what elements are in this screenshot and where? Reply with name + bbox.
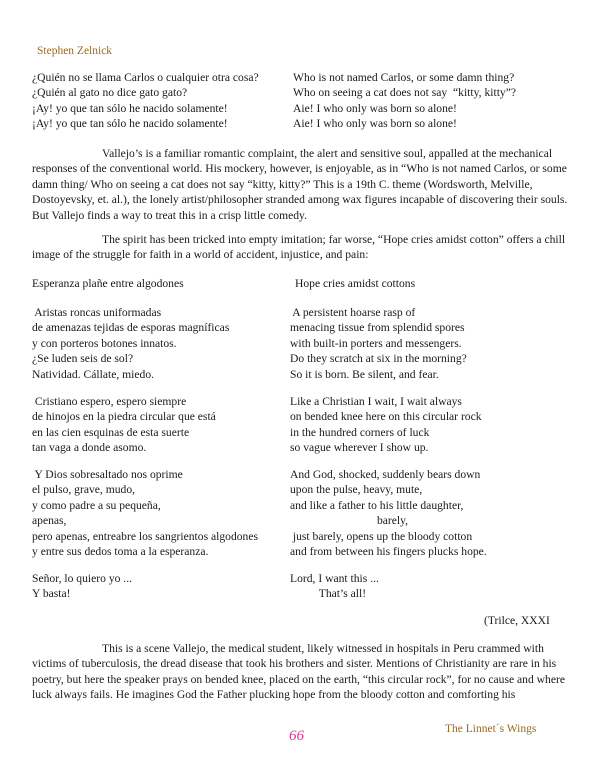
body-paragraph-3: This is a scene Vallejo, the medical student, likely witnessed in hospitals in Peru crammed with victims of tuberculosis, the dread disease that took his brothers and sister. Mentions of Christianity are rare in his poetry, but here the speaker prays on bended knee, placed on the earth, “this circular rock”, for no cause and where luck always fails. He imagines God the Father plucking hope from the bloody cotton and comforting his xyxy=(32,642,565,702)
verse-line: Aie! I who only was born so alone! xyxy=(293,117,457,131)
verse-line: ¿Quién al gato no dice gato gato? xyxy=(32,86,188,100)
verse-line: Natividad. Cállate, miedo. xyxy=(32,367,155,381)
verse-line: Y Dios sobresaltado nos oprime xyxy=(32,468,183,481)
verse-line: Señor, lo quiero yo ... xyxy=(32,572,133,585)
poem-citation: (Trilce, XXXI xyxy=(484,614,550,627)
verse-line: Who on seeing a cat does not say “kitty, kitty”? xyxy=(293,86,517,100)
body-paragraph-1: Vallejo’s is a familiar romantic complaint, the alert and sensitive soul, appalled at the mechanical responses of the conventional world. His mockery, however, is enjoyable, as in “Who is not named Carlos, or some damn thing/ Who on seeing a cat does not say “kitty, kitty?” This is a 19th C. theme (Wordsworth, Melville, Dostoyevsky, et. al.), the lonely artist/philosopher stranded among wax figures incapable of discovering their souls. But Vallejo finds a way to treat this in a crisp little comedy. xyxy=(32,147,568,222)
verse-line: Aristas roncas uniformadas xyxy=(32,306,162,319)
verse-line: ¡Ay! yo que tan sólo he nacido solamente! xyxy=(32,101,228,115)
poem-title-english: Hope cries amidst cottons xyxy=(295,277,416,290)
verse-line: on bended knee here on this circular rock xyxy=(290,410,482,424)
verse-line: So it is born. Be silent, and fear. xyxy=(290,367,439,381)
verse-line: ¡Ay! yo que tan sólo he nacido solamente! xyxy=(32,117,228,131)
poem-stanza-english-4 xyxy=(290,571,580,602)
verse-line: Like a Christian I wait, I wait always xyxy=(290,395,462,408)
verse-line: with built-in porters and messengers. xyxy=(290,336,462,350)
verse-line: y entre sus dedos toma a la esperanza. xyxy=(32,545,209,559)
verse-line: and from between his fingers plucks hope. xyxy=(290,545,487,559)
verse-line: pero apenas, entreabre los sangrientos algodones xyxy=(32,529,258,543)
verse-line: barely, xyxy=(290,514,409,528)
verse-line: Who is not named Carlos, or some damn thing? xyxy=(293,71,515,84)
verse-line: so vague wherever I show up. xyxy=(290,441,429,455)
verse-line: Lord, I want this ... xyxy=(290,572,379,585)
verse-line: ¿Quién no se llama Carlos o cualquier otra cosa? xyxy=(32,71,259,84)
poem-stanza-spanish-1 xyxy=(32,305,302,382)
verse-line: apenas, xyxy=(32,514,67,528)
verse-line: A persistent hoarse rasp of xyxy=(290,306,416,319)
poem-stanza-english-1 xyxy=(290,305,580,382)
verse-line: And God, shocked, suddenly bears down xyxy=(290,468,481,481)
poem-stanza-spanish-4 xyxy=(32,571,302,602)
poem-stanza-english-2 xyxy=(290,394,580,456)
verse-line: That’s all! xyxy=(290,587,367,601)
verse-line: and like a father to his little daughter, xyxy=(290,498,464,512)
stanza1-spanish xyxy=(32,70,302,132)
verse-line: Do they scratch at six in the morning? xyxy=(290,352,467,366)
verse-line: upon the pulse, heavy, mute, xyxy=(290,483,423,497)
verse-line: el pulso, grave, mudo, xyxy=(32,483,136,497)
poem-stanza-spanish-3 xyxy=(32,467,302,559)
running-footer-journal: The Linnet´s Wings xyxy=(445,723,537,735)
verse-line: de amenazas tejidas de esporas magníficas xyxy=(32,321,230,335)
verse-line: y con porteros botones innatos. xyxy=(32,336,177,350)
verse-line: menacing tissue from splendid spores xyxy=(290,321,465,335)
verse-line: tan vaga a donde asomo. xyxy=(32,441,147,455)
poem-title-spanish: Esperanza plañe entre algodones xyxy=(32,277,184,290)
verse-line: just barely, opens up the bloody cotton xyxy=(290,529,473,543)
verse-line: Aie! I who only was born so alone! xyxy=(293,101,457,115)
running-header-author: Stephen Zelnick xyxy=(37,45,113,57)
verse-line: Cristiano espero, espero siempre xyxy=(32,395,187,408)
stanza1-english xyxy=(293,70,583,132)
verse-line: de hinojos en la piedra circular que está xyxy=(32,410,216,424)
verse-line: in the hundred corners of luck xyxy=(290,425,430,439)
page-number: 66 xyxy=(289,728,304,744)
poem-stanza-spanish-2 xyxy=(32,394,302,456)
poem-stanza-english-3 xyxy=(290,467,580,559)
verse-line: ¿Se luden seis de sol? xyxy=(32,352,134,366)
verse-line: y como padre a su pequeña, xyxy=(32,498,161,512)
verse-line: Y basta! xyxy=(32,587,71,601)
verse-line: en las cien esquinas de esta suerte xyxy=(32,425,190,439)
body-paragraph-2: The spirit has been tricked into empty imitation; far worse, “Hope cries amidst cotton” offers a chill image of the struggle for faith in a world of accident, injustice, and pain: xyxy=(32,233,566,262)
